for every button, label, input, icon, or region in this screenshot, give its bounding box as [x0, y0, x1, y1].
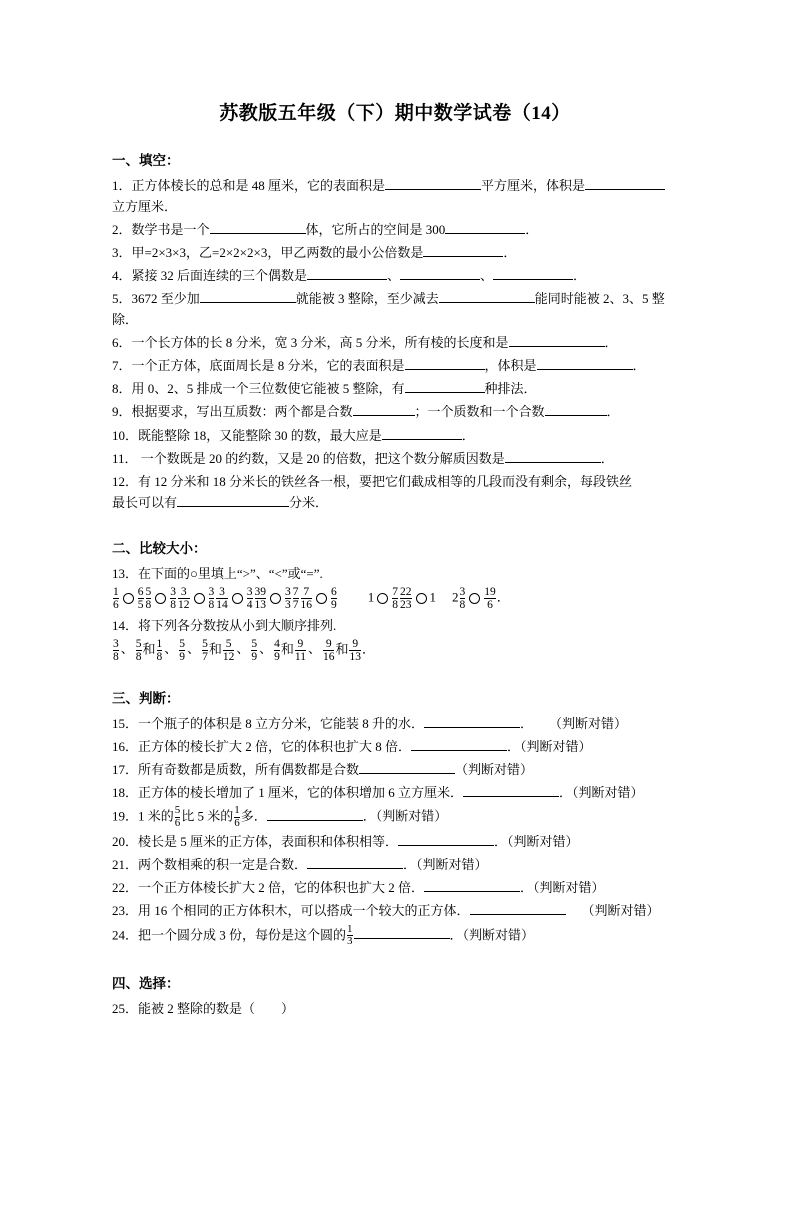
fraction: $\frac{7}{7}$	[292, 585, 299, 611]
section-heading-judge: 三、判断：	[112, 691, 180, 707]
page-title: 苏教版五年级（下）期中数学试卷（14）	[219, 103, 571, 124]
answer-blank[interactable]	[545, 402, 607, 416]
compare-circle[interactable]	[416, 593, 427, 604]
question-19-text-c: 多．	[240, 808, 267, 824]
question-21-text-b: ．（判断对错）	[403, 857, 488, 873]
question-12-text-c: 分米．	[289, 494, 329, 510]
question-23-text-b: （判断对错）	[581, 903, 660, 919]
question-9	[112, 401, 678, 422]
compare-circle[interactable]	[270, 593, 281, 604]
question-20-text-a: 20．棱长是 5 厘米的正方体，表面积和体积相等．	[112, 834, 399, 850]
question-20	[112, 831, 678, 852]
question-8-text-a: 8．用 0、2、5 排成一个三位数使它能被 5 整除，有	[112, 381, 405, 397]
compare-circle[interactable]	[316, 593, 327, 604]
question-20-text-b: ．（判断对错）	[494, 834, 579, 850]
question-22-text-a: 22．一个正方体棱长扩大 2 倍，它的体积也扩大 2 倍．	[112, 880, 425, 896]
question-5-text-b: 就能被 3 整除，至少减去	[295, 291, 439, 307]
question-2	[112, 219, 678, 240]
answer-blank[interactable]	[210, 220, 306, 234]
answer-blank[interactable]	[505, 449, 601, 463]
question-5	[112, 288, 678, 330]
compare-circle[interactable]	[377, 593, 388, 604]
question-18	[112, 782, 678, 803]
compare-circle[interactable]	[232, 593, 243, 604]
question-19-text-b: 比 5 米的	[181, 808, 234, 824]
fraction: $\frac{6}{5}$	[137, 585, 144, 611]
fraction: $\frac{1}{3}$	[347, 922, 353, 948]
section-heading-fill-in: 一、填空：	[112, 153, 180, 168]
section-heading-choice: 四、选择：	[112, 975, 180, 991]
fraction: $\frac{7}{16}$	[300, 585, 312, 611]
question-13: 13．在下面的○里填上“>”、“<”或“=”.	[112, 565, 323, 581]
answer-blank[interactable]	[405, 356, 485, 370]
answer-blank[interactable]	[445, 220, 525, 234]
question-8	[112, 378, 678, 399]
fraction: $\frac{5}{9}$	[179, 637, 186, 663]
answer-blank[interactable]	[439, 289, 535, 303]
fraction: $\frac{3}{8}$	[170, 585, 176, 611]
question-15-text-c: （判断对错）	[549, 716, 628, 732]
question-11	[112, 448, 678, 469]
fraction: $\frac{5}{9}$	[251, 637, 258, 663]
question-16-text-a: 16．正方体的棱长扩大 2 倍，它的体积也扩大 8 倍．	[112, 739, 412, 755]
answer-blank[interactable]	[493, 266, 573, 280]
answer-blank[interactable]	[382, 426, 462, 440]
question-23-text-a: 23．用 16 个相同的正方体积木，可以搭成一个较大的正方体．	[112, 903, 470, 919]
question-1	[112, 175, 678, 217]
question-6	[112, 332, 678, 353]
answer-blank[interactable]	[307, 266, 387, 280]
fraction: $\frac{3}{14}$	[216, 585, 228, 611]
answer-blank[interactable]	[405, 379, 485, 393]
question-2-text-a: 2．数学书是一个	[112, 222, 210, 238]
question-4	[112, 265, 678, 286]
answer-blank[interactable]	[354, 925, 450, 939]
fraction: $\frac{3}{12}$	[178, 585, 190, 611]
compare-circle[interactable]	[194, 593, 205, 604]
question-7	[112, 355, 678, 376]
question-8-text-b: 种排法．	[484, 381, 537, 397]
question-18-text-b: ．（判断对错）	[559, 785, 644, 801]
question-19-text-d: ．（判断对错）	[362, 808, 448, 824]
fraction: $\frac{3}{4}$	[246, 585, 253, 611]
question-25: 25．能被 2 整除的数是（ ）	[112, 1000, 295, 1016]
question-18-text-a: 18．正方体的棱长增加了 1 厘米，它的体积增加 6 立方厘米．	[112, 785, 464, 801]
question-10	[112, 425, 678, 446]
fraction: $\frac{5}{7}$	[202, 637, 208, 663]
question-17	[112, 759, 678, 780]
question-5-text-c: 能同时能被 2、3、5 整	[534, 291, 665, 307]
question-7-text-b: ，体积是	[484, 358, 537, 374]
question-24-text-b: ．（判断对错）	[449, 927, 535, 943]
answer-blank[interactable]	[385, 176, 481, 190]
question-22	[112, 877, 678, 898]
answer-blank[interactable]	[400, 266, 480, 280]
question-12-text-a: 12．有 12 分米和 18 分米长的铁丝各一根，要把它们截成相等的几段而没有剩余，每段铁丝	[112, 473, 633, 489]
answer-blank[interactable]	[267, 807, 363, 821]
question-23	[112, 900, 678, 921]
question-9-text-a: 9．根据要求，写出互质数：两个都是合数	[112, 404, 353, 420]
question-6-text-b: ．	[604, 335, 618, 351]
section-heading-compare: 二、比较大小：	[112, 540, 207, 556]
question-3	[112, 242, 678, 263]
fraction: $\frac{9}{16}$	[322, 637, 335, 663]
fraction: $\frac{1}{6}$	[234, 804, 240, 829]
fraction: $\frac{3}{8}$	[208, 585, 215, 611]
question-5-text-d: 除．	[112, 312, 139, 328]
question-21-text-a: 21．两个数相乘的积一定是合数．	[112, 857, 308, 873]
question-10-text-b: ．	[461, 427, 475, 443]
answer-blank[interactable]	[353, 402, 415, 416]
answer-blank[interactable]	[424, 878, 520, 892]
answer-blank[interactable]	[307, 855, 403, 869]
question-6-text-a: 6．一个长方体的长 8 分米，宽 3 分米，高 5 分米，所有棱的长度和是	[112, 335, 509, 351]
question-19-text-a: 19．1 米的	[112, 808, 174, 824]
question-5-text-a: 5．3672 至少加	[112, 291, 200, 307]
question-17-text-b: （判断对错）	[455, 762, 534, 778]
question-12-text-b: 最长可以有	[112, 494, 178, 510]
answer-blank[interactable]	[585, 176, 665, 190]
answer-blank[interactable]	[537, 356, 633, 370]
answer-blank[interactable]	[423, 243, 503, 257]
question-2-text-b: 体，它所占的空间是 300	[305, 222, 446, 238]
answer-blank[interactable]	[177, 493, 289, 507]
question-15-text-a: 15．一个瓶子的体积是 8 立方分米，它能装 8 升的水．	[112, 716, 425, 732]
question-10-text-a: 10．既能整除 18，又能整除 30 的数，最大应是	[112, 427, 382, 443]
question-4-text-a: 4．紧接 32 后面连续的三个偶数是	[112, 268, 308, 284]
fraction: $\frac{5}{8}$	[145, 585, 152, 611]
answer-blank[interactable]	[463, 783, 559, 797]
question-24-text-a: 24．把一个圆分成 3 份，每份是这个圆的	[112, 927, 347, 943]
question-16	[112, 736, 678, 757]
answer-blank[interactable]	[424, 714, 520, 728]
fraction: $\frac{3}{8}$	[113, 637, 119, 663]
compare-circle[interactable]	[469, 593, 480, 604]
fraction: $\frac{7}{8}$	[392, 585, 398, 611]
answer-blank[interactable]	[470, 901, 566, 915]
answer-blank[interactable]	[200, 289, 296, 303]
fraction: $\frac{1}{8}$	[156, 637, 163, 663]
answer-blank[interactable]	[359, 760, 455, 774]
question-24	[112, 924, 678, 948]
question-22-text-b: ．（判断对错）	[520, 880, 605, 896]
fraction: $\frac{3}{8}$	[459, 585, 466, 611]
compare-circle[interactable]	[155, 593, 166, 604]
fraction: $\frac{6}{9}$	[331, 585, 337, 611]
question-15-text-b: ．	[520, 716, 534, 732]
question-21	[112, 854, 678, 875]
question-14-expression-row: $\frac{3}{8}$ 、 $\frac{5}{8}$ 和 $\frac{1}{8}$ 、 $\frac{5}{9}$ 、 $\frac{5}{7}$ 和 $\frac{5}{12}$ 、 $\frac{5}{9}$ 、 $\frac{4}{9}$ 和 $\frac{9}{11}$ 、 $\frac{9}{16}$ 和 $\frac{9}{13}$ ．	[113, 637, 375, 663]
fraction: $\frac{1}{6}$	[113, 585, 119, 611]
answer-blank[interactable]	[509, 333, 605, 347]
question-15	[112, 713, 678, 734]
question-11-text-a: 11． 一个数既是 20 的约数，又是 20 的倍数，把这个数分解质因数是	[112, 450, 505, 466]
question-16-text-b: ．（判断对错）	[507, 739, 592, 755]
fraction: $\frac{19}{6}$	[484, 585, 496, 611]
question-19	[112, 805, 678, 829]
question-9-text-c: ．	[606, 404, 620, 420]
question-1-text-b: 平方厘米，体积是	[481, 178, 586, 193]
question-4-text-d: ．	[573, 268, 587, 284]
fraction: $\frac{39}{13}$	[254, 585, 266, 611]
question-7-text-a: 7．一个正方体，底面周长是 8 分米，它的表面积是	[112, 358, 405, 374]
question-11-text-b: ．	[600, 450, 614, 466]
fraction: $\frac{9}{11}$	[294, 637, 306, 663]
fraction: $\frac{9}{13}$	[349, 637, 361, 663]
question-4-text-b: 、	[387, 268, 401, 284]
fraction: $\frac{5}{8}$	[135, 637, 142, 663]
fraction: $\frac{22}{23}$	[400, 585, 412, 611]
question-2-text-c: ．	[525, 222, 539, 238]
question-4-text-c: 、	[480, 268, 494, 284]
exam-page	[0, 98, 793, 1220]
question-12	[112, 471, 678, 513]
answer-blank[interactable]	[398, 832, 494, 846]
question-1-text-a: 1．正方体棱长的总和是 48 厘米，它的表面积是	[112, 178, 386, 193]
question-1-text-c: 立方厘米．	[112, 199, 178, 215]
fraction: $\frac{5}{12}$	[222, 637, 235, 663]
compare-circle[interactable]	[123, 593, 134, 604]
question-3-text-b: ．	[503, 245, 517, 261]
fraction: $\frac{4}{9}$	[274, 637, 280, 663]
question-17-text-a: 17．所有奇数都是质数，所有偶数都是合数	[112, 762, 360, 778]
answer-blank[interactable]	[411, 737, 507, 751]
question-7-text-c: ．	[632, 358, 646, 374]
question-3-text-a: 3．甲=2×3×3，乙=2×2×2×3，甲乙两数的最小公倍数是	[112, 245, 424, 261]
question-13-expression-row: $\frac{1}{6}$ $\frac{6}{5}$ $\frac{5}{8}$ $\frac{3}{8}$ $\frac{3}{12}$ $\frac{3}{8}$ $\frac{3}{14}$ $\frac{3}{4}$ $\frac{39}{13}$ $\frac{3}{3}$ $\frac{7}{7}$ $\frac{7}{16}$ $\frac{6}{9}$ 1 $\frac{7}{8}$ $\frac{22}{23}$ 1 2 $\frac{3}{8}$ $\frac{19}{6}$ ．	[113, 585, 510, 611]
fraction: $\frac{5}{6}$	[174, 804, 181, 829]
question-14: 14．将下列各分数按从小到大顺序排列.	[112, 617, 337, 633]
fraction: $\frac{3}{3}$	[285, 585, 291, 611]
question-9-text-b: ；一个质数和一个合数	[414, 404, 545, 420]
